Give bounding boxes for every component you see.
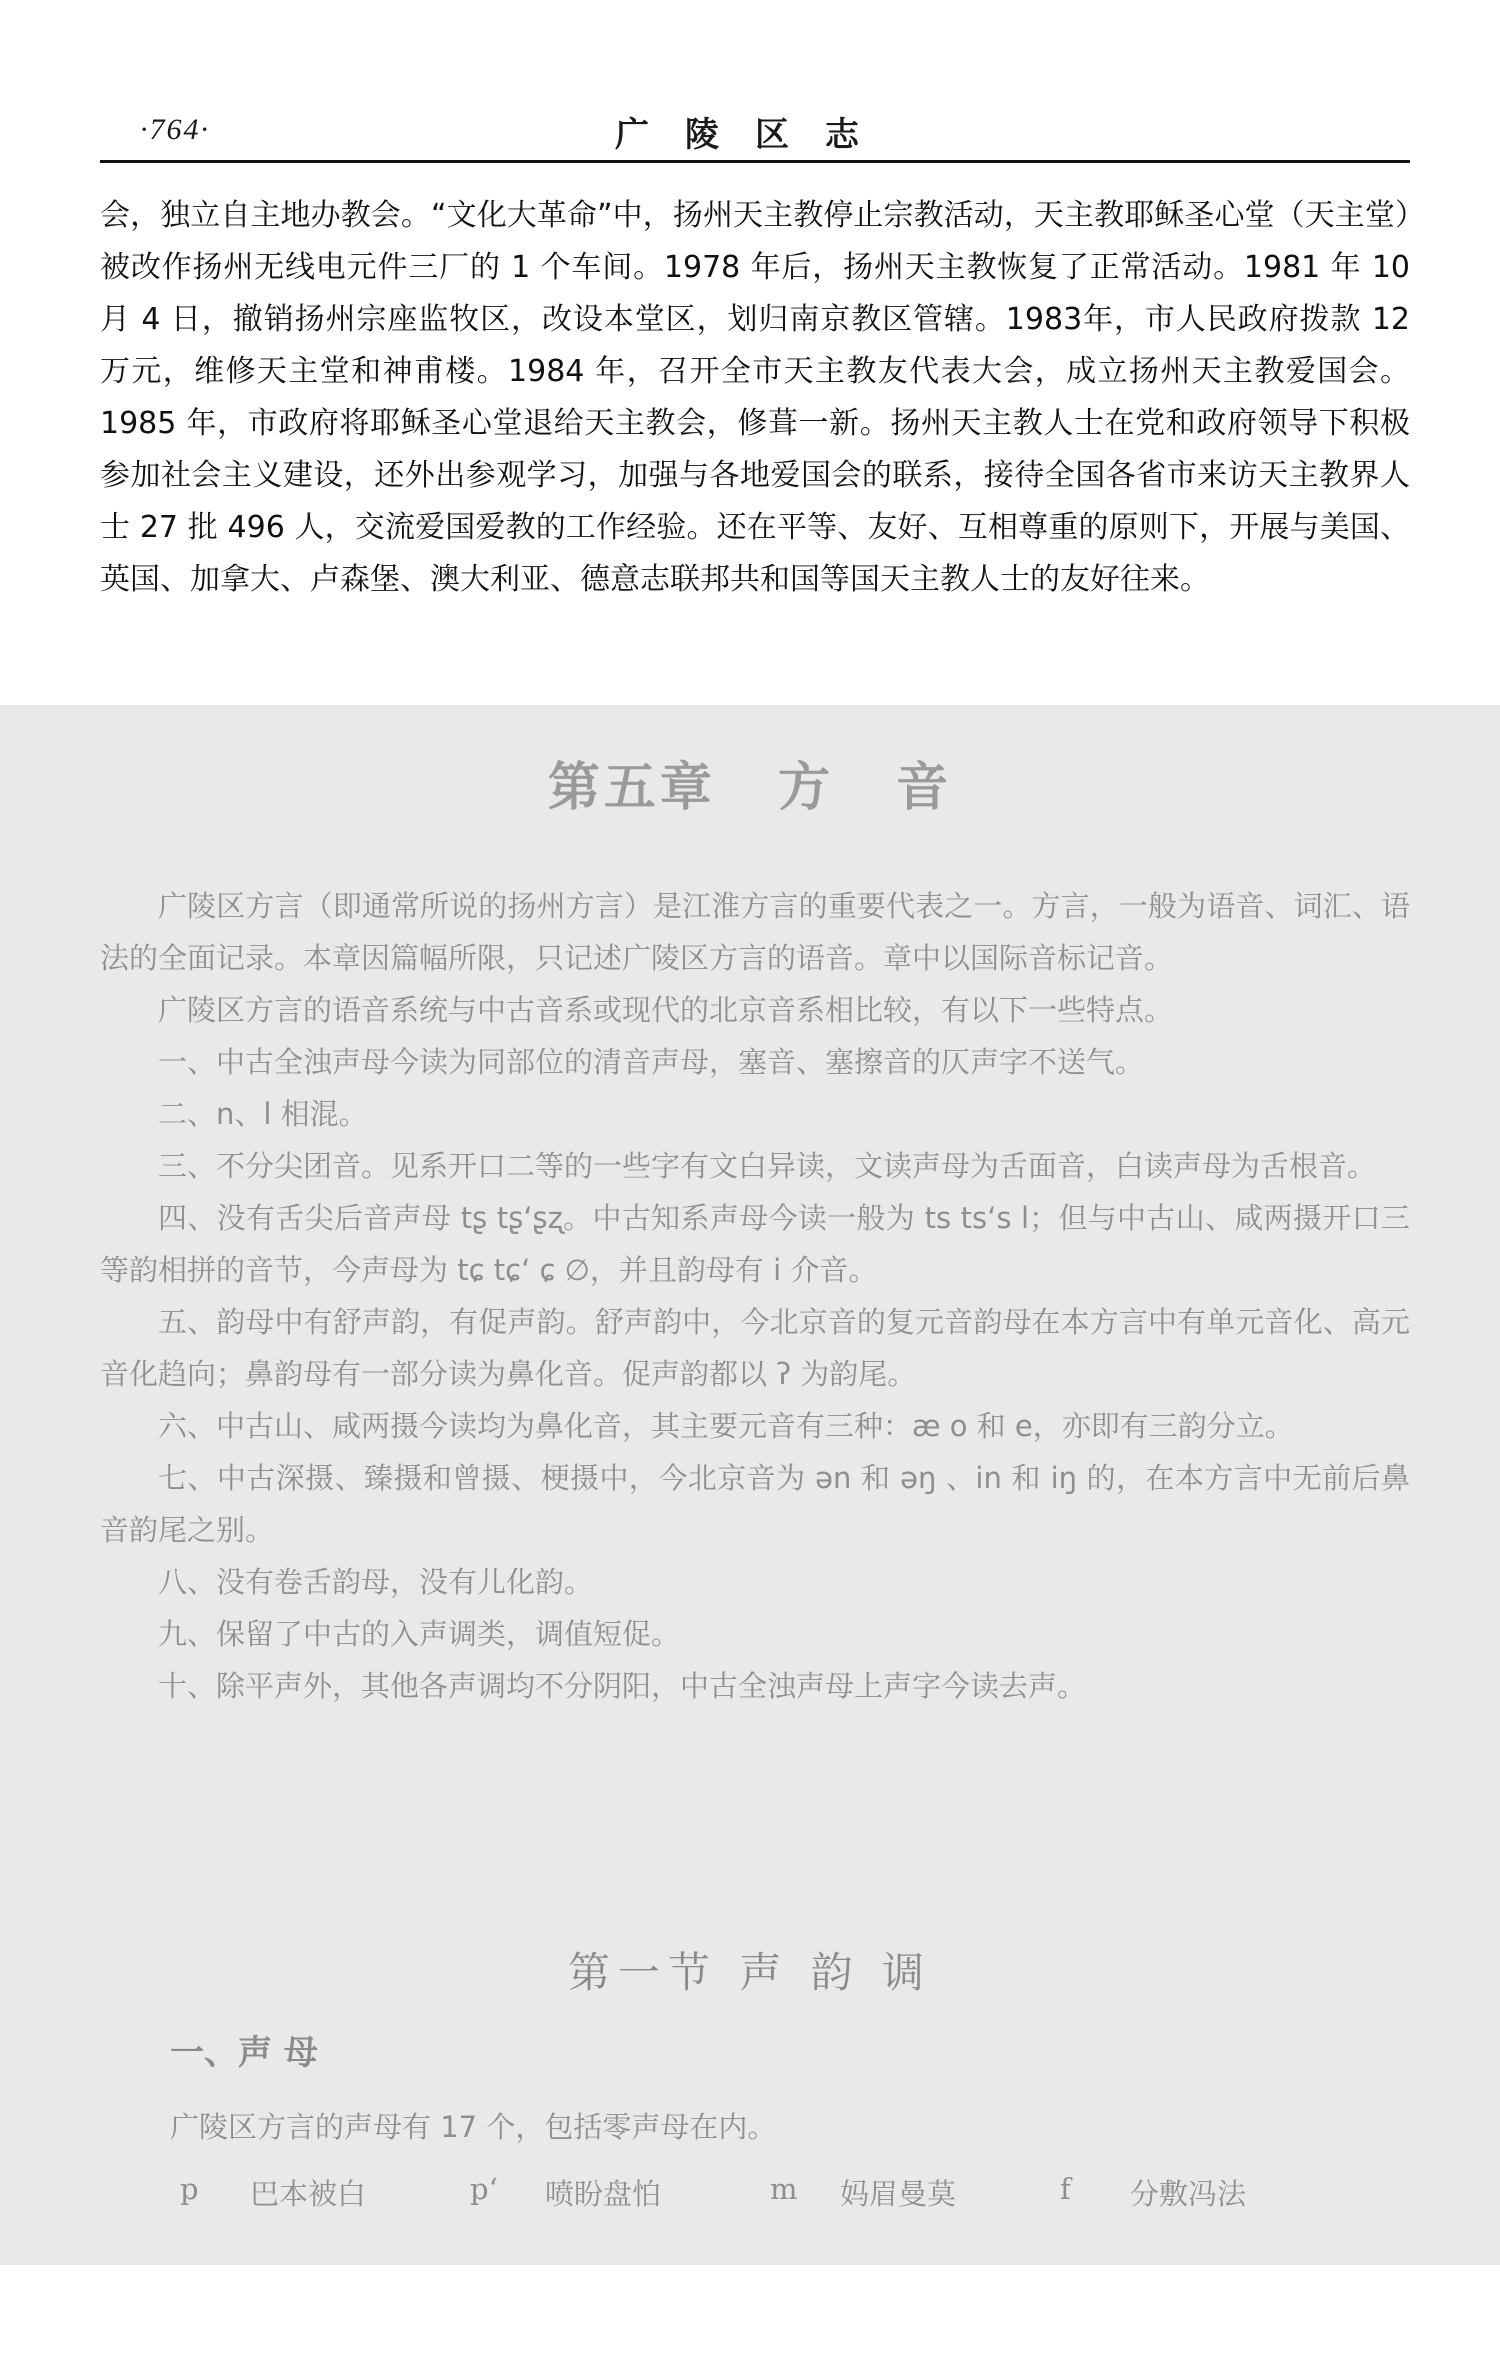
body-paragraph: 广陵区方言（即通常所说的扬州方言）是江淮方言的重要代表之一。方言，一般为语音、词汇、语法的全面记录。本章因篇幅所限，只记述广陵区方言的语音。章中以国际音标记音。 bbox=[100, 889, 1410, 975]
top-paragraph-block bbox=[100, 190, 1410, 606]
body-paragraph: 九、保留了中古的入声调类，调值短促。 bbox=[158, 1617, 681, 1651]
body-paragraph: 二、n、l 相混。 bbox=[158, 1097, 368, 1131]
initial-symbol: pʻ bbox=[470, 2172, 498, 2206]
body-paragraph: 一、中古全浊声母今读为同部位的清音声母，塞音、塞擦音的仄声字不送气。 bbox=[158, 1045, 1145, 1079]
body-paragraph: 广陵区方言的语音系统与中古音系或现代的北京音系相比较，有以下一些特点。 bbox=[158, 993, 1174, 1027]
header-rule bbox=[100, 160, 1410, 163]
initial-examples: 巴本被白 bbox=[250, 2177, 367, 2211]
top-paragraph: 会，独立自主地办教会。“文化大革命”中，扬州天主教停止宗教活动，天主教耶稣圣心堂（天主堂）被改作扬州无线电元件三厂的 1 个车间。1978 年后，扬州天主教恢复了正常活动。1981 年 10 月 4 日，撤销扬州宗座监牧区，改设本堂区，划归南京教区管辖。1983年，市人民政府拨款 12 万元，维修天主堂和神甫楼。1984 年，召开全市天主教友代表大会，成立扬州天主教爱国会。1985 年，市政府将耶稣圣心堂退给天主教会，修葺一新。扬州天主教人士在党和政府领导下积极参加社会主义建设，还外出参观学习，加强与各地爱国会的联系，接待全国各省市来访天主教界人士 27 批 496 人，交流爱国爱教的工作经验。还在平等、友好、互相尊重的原则下，开展与美国、英国、加拿大、卢森堡、澳大利亚、德意志联邦共和国等国天主教人士的友好往来。 bbox=[100, 198, 1410, 597]
book-title: 广陵区志 bbox=[615, 115, 895, 155]
body-paragraph: 八、没有卷舌韵母，没有儿化韵。 bbox=[158, 1565, 594, 1599]
initial-examples: 分敷冯法 bbox=[1130, 2177, 1247, 2211]
subsection-title: 一、声 母 bbox=[170, 2033, 318, 2073]
body-paragraph: 三、不分尖团音。见系开口二等的一些字有文白异读，文读声母为舌面音，白读声母为舌根音。 bbox=[158, 1149, 1377, 1183]
running-header bbox=[100, 105, 1410, 157]
chapter-body bbox=[100, 880, 1410, 1712]
initials-row bbox=[180, 2172, 1380, 2222]
body-paragraph: 十、除平声外，其他各声调均不分阴阳，中古全浊声母上声字今读去声。 bbox=[158, 1669, 1087, 1703]
initial-symbol: p bbox=[180, 2172, 199, 2206]
body-paragraph: 七、中古深摄、臻摄和曾摄、梗摄中，今北京音为 ən 和 əŋ 、in 和 iŋ 的，在本方言中无前后鼻音韵尾之别。 bbox=[100, 1461, 1410, 1547]
body-paragraph: 六、中古山、咸两摄今读均为鼻化音，其主要元音有三种：æ o 和 e，亦即有三韵分立。 bbox=[158, 1409, 1294, 1443]
initial-symbol: f bbox=[1060, 2172, 1071, 2206]
section-title: 第一节 声 韵 调 bbox=[567, 1948, 933, 1997]
page-number: ·764· bbox=[140, 113, 210, 146]
initial-examples: 喷盼盘怕 bbox=[545, 2177, 662, 2211]
initials-intro: 广陵区方言的声母有 17 个，包括零声母在内。 bbox=[170, 2110, 777, 2144]
initial-symbol: m bbox=[770, 2172, 798, 2206]
initial-examples: 妈眉曼莫 bbox=[840, 2177, 957, 2211]
body-paragraph: 四、没有舌尖后音声母 tʂ tʂʻʂʐ。中古知系声母今读一般为 ts tsʻs l；但与中古山、咸两摄开口三等韵相拼的音节，今声母为 tɕ tɕʻ ɕ ∅，并且韵母有 i 介音。 bbox=[100, 1201, 1410, 1287]
chapter-title: 第五章 方 音 bbox=[547, 758, 953, 818]
body-paragraph: 五、韵母中有舒声韵，有促声韵。舒声韵中，今北京音的复元音韵母在本方言中有单元音化、高元音化趋向；鼻韵母有一部分读为鼻化音。促声韵都以 ʔ 为韵尾。 bbox=[100, 1305, 1410, 1391]
